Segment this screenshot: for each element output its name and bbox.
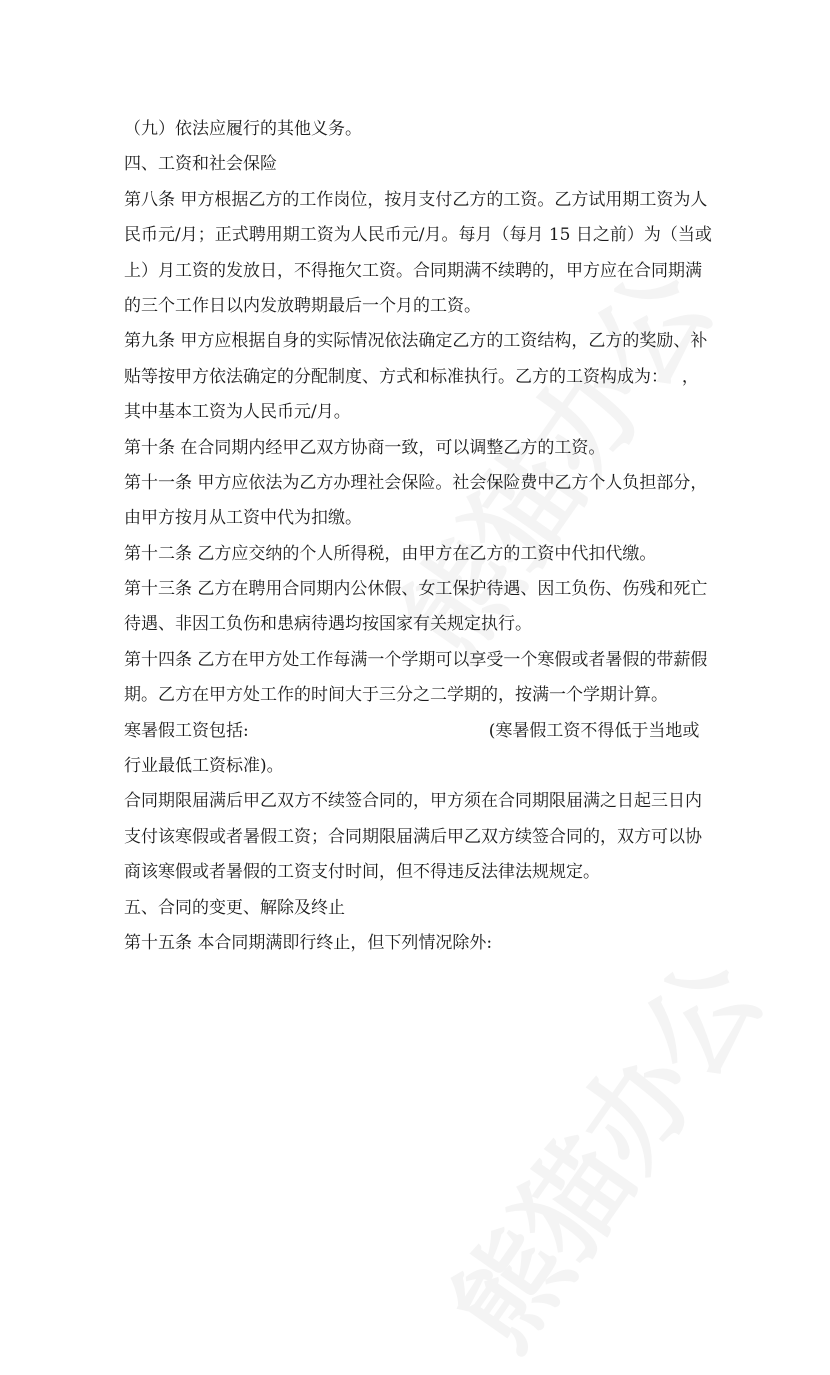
article-8-line-2: 民币元/月；正式聘用期工资为人民币元/月。每月（每月 15 日之前）为（当或 bbox=[124, 225, 712, 246]
contract-expiry-line-3: 商该寒假或者暑假的工资支付时间，但不得违反法律法规规定。 bbox=[124, 862, 600, 883]
section-five-heading: 五、合同的变更、解除及终止 bbox=[124, 897, 345, 918]
article-8-line-1: 第八条 甲方根据乙方的工作岗位，按月支付乙方的工资。乙方试用期工资为人 bbox=[124, 189, 708, 210]
article-9-line-2: 贴等按甲方依法确定的分配制度、方式和标准执行。乙方的工资构成为： ， bbox=[124, 366, 699, 387]
vacation-pay-note-end: 行业最低工资标准)。 bbox=[124, 756, 284, 777]
vacation-pay-label: 寒暑假工资包括: bbox=[124, 720, 249, 741]
document-body bbox=[124, 112, 714, 961]
contract-expiry-line-1: 合同期限届满后甲乙双方不续签合同的，甲方须在合同期限届满之日起三日内 bbox=[124, 791, 702, 812]
article-14-line-1: 第十四条 乙方在甲方处工作每满一个学期可以享受一个寒假或者暑假的带薪假 bbox=[124, 649, 708, 670]
contract-expiry-line-2: 支付该寒假或者暑假工资；合同期限届满后甲乙双方续签合同的，双方可以协 bbox=[124, 826, 702, 847]
article-10-line: 第十条 在合同期内经甲乙双方协商一致，可以调整乙方的工资。 bbox=[124, 437, 606, 458]
article-11-line-1: 第十一条 甲方应依法为乙方办理社会保险。社会保险费中乙方个人负担部分， bbox=[124, 472, 708, 493]
watermark-text-2 bbox=[409, 923, 791, 1374]
article-11-line-2: 由甲方按月从工资中代为扣缴。 bbox=[124, 508, 362, 529]
article-9-line-3: 其中基本工资为人民币元/月。 bbox=[124, 402, 351, 423]
article-8-line-3: 上）月工资的发放日，不得拖欠工资。合同期满不续聘的，甲方应在合同期满 bbox=[124, 260, 702, 281]
article-9-line-1: 第九条 甲方应根据自身的实际情况依法确定乙方的工资结构，乙方的奖励、补 bbox=[124, 331, 708, 352]
article-8-line-4: 的三个工作日以内发放聘期最后一个月的工资。 bbox=[124, 295, 481, 316]
article-12-line: 第十二条 乙方应交纳的个人所得税，由甲方在乙方的工资中代扣代缴。 bbox=[124, 543, 657, 564]
item-nine-line: （九）依法应履行的其他义务。 bbox=[124, 119, 362, 139]
article-13-line-1: 第十三条 乙方在聘用合同期内公休假、女工保护待遇、因工负伤、伤残和死亡 bbox=[124, 579, 708, 600]
section-four-heading: 四、工资和社会保险 bbox=[124, 154, 277, 175]
vacation-pay-line bbox=[124, 714, 714, 749]
article-15-line: 第十五条 本合同期满即行终止，但下列情况除外: bbox=[124, 932, 493, 953]
vacation-pay-note: (寒暑假工资不得低于当地或 bbox=[488, 720, 700, 741]
article-14-line-2: 期。乙方在甲方处工作的时间大于三分之二学期的，按满一个学期计算。 bbox=[124, 685, 668, 706]
article-13-line-2: 待遇、非因工负伤和患病待遇均按国家有关规定执行。 bbox=[124, 614, 532, 635]
